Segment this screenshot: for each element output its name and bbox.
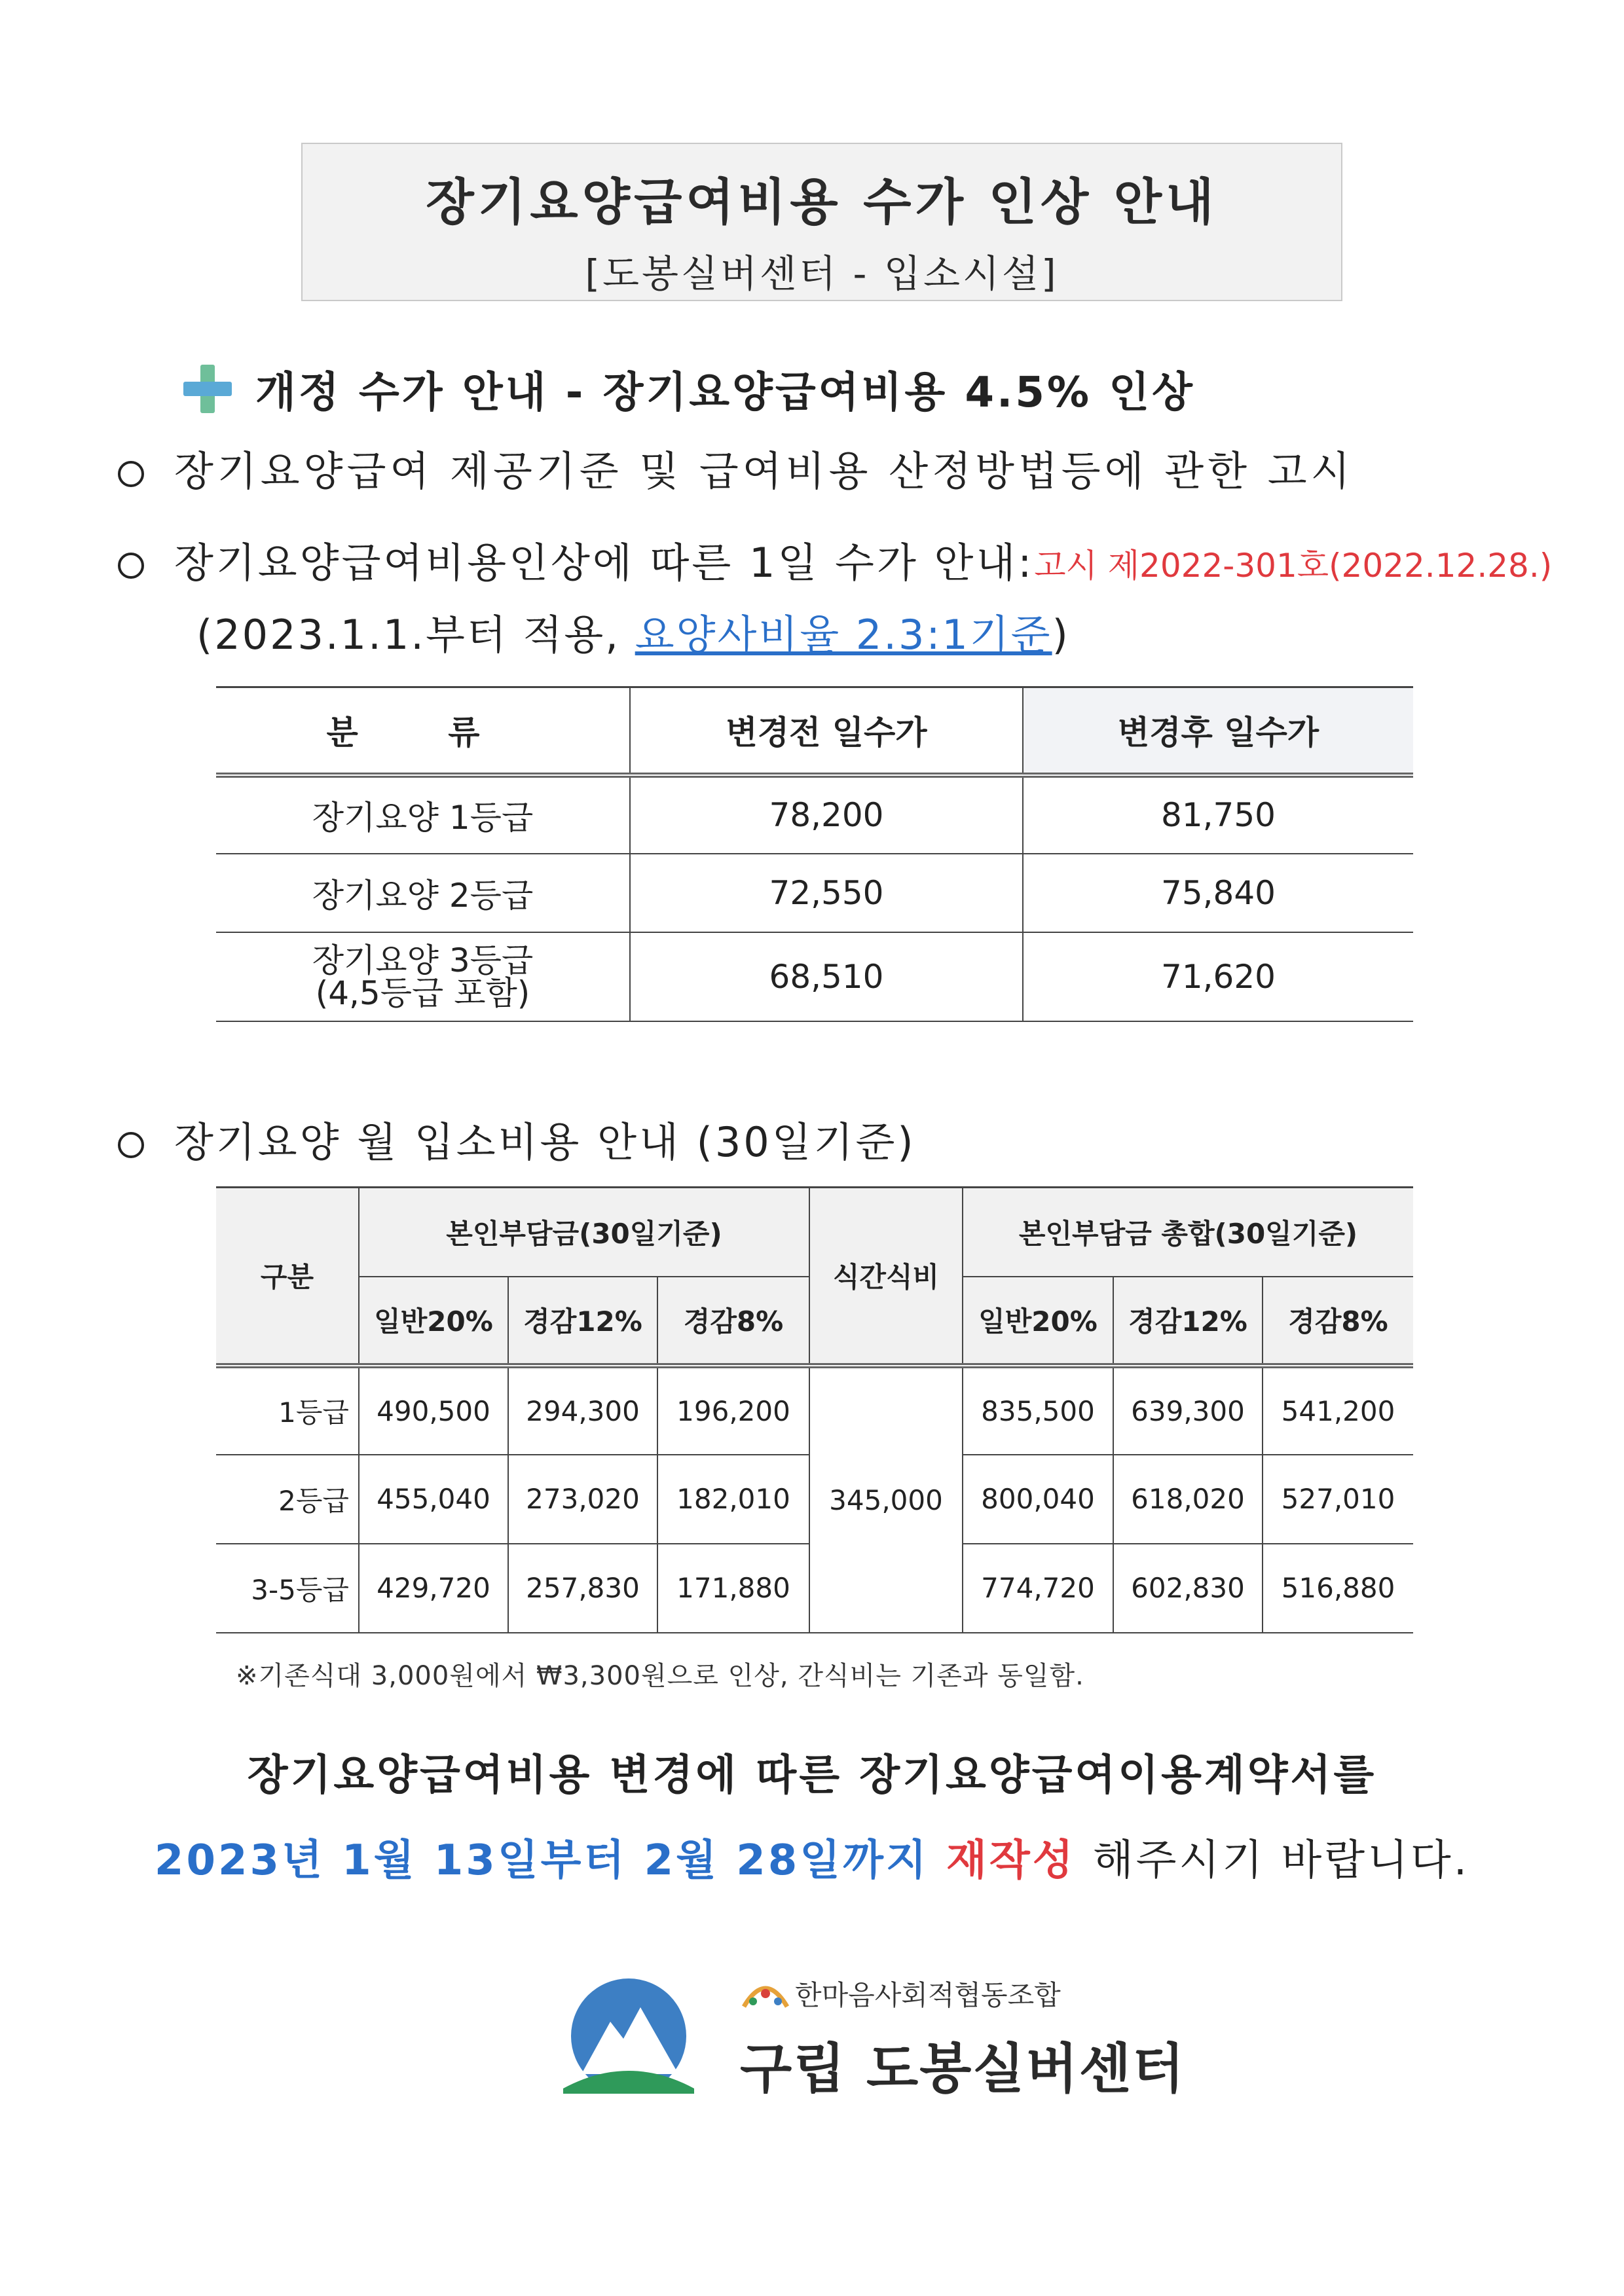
- col-header-division: 구분: [216, 1188, 359, 1366]
- apply-date-line: [196, 602, 1070, 661]
- daily-fee-table: [216, 686, 1413, 1022]
- grade-cell: 1등급: [216, 1366, 359, 1455]
- apply-ratio: 요양사비율 2.3:1기준: [635, 611, 1052, 659]
- self-reduced12-cell: 257,830: [508, 1544, 657, 1633]
- daily-fee-line: [118, 530, 1552, 589]
- table-row: [216, 1366, 1413, 1455]
- self-general-cell: 455,040: [359, 1455, 508, 1544]
- after-cell: 75,840: [1023, 854, 1413, 932]
- before-cell: 68,510: [630, 932, 1023, 1021]
- monthly-fee-line: [118, 1110, 916, 1168]
- table-row: [216, 775, 1413, 854]
- plus-cross-icon: [183, 365, 232, 413]
- total-reduced12-cell: 639,300: [1113, 1366, 1263, 1455]
- self-reduced12-cell: 273,020: [508, 1455, 657, 1544]
- notice-line: [118, 439, 1354, 497]
- grade-cell: [216, 932, 630, 1021]
- before-cell: 78,200: [630, 775, 1023, 854]
- circle-bullet-icon: [118, 461, 144, 487]
- reference-number: 고시 제2022-301호(2022.12.28.): [1034, 547, 1553, 585]
- center-logo: [563, 1971, 1186, 2102]
- sub-header-general: 일반20%: [963, 1277, 1113, 1366]
- sub-header-general: 일반20%: [359, 1277, 508, 1366]
- monthly-fee-text: 장기요양 월 입소비용 안내 (30일기준): [174, 1118, 916, 1166]
- rewrite-highlight: 재작성: [946, 1836, 1076, 1885]
- total-general-cell: 835,500: [963, 1366, 1113, 1455]
- group-header-self-pay: 본인부담금(30일기준): [359, 1188, 809, 1277]
- self-reduced8-cell: 182,010: [657, 1455, 809, 1544]
- self-general-cell: 490,500: [359, 1366, 508, 1455]
- grade-cell: 장기요양 2등급: [216, 854, 630, 932]
- self-general-cell: 429,720: [359, 1544, 508, 1633]
- footnote: ※기존식대 3,000원에서 ₩3,300원으로 인상, 간식비는 기존과 동일함.: [236, 1661, 1084, 1691]
- center-name: 구립 도봉실버센터: [740, 2038, 1186, 2100]
- apply-prefix: (2023.1.1.부터 적용,: [196, 611, 635, 659]
- total-reduced8-cell: 527,010: [1263, 1455, 1413, 1544]
- org-name-text: 한마음사회적협동조합: [795, 1979, 1061, 2011]
- col-header-after: 변경후 일수가: [1023, 687, 1413, 775]
- grade-note: (4,5등급 포함): [315, 974, 530, 1012]
- before-cell: 72,550: [630, 854, 1023, 932]
- after-cell: 81,750: [1023, 775, 1413, 854]
- self-reduced8-cell: 196,200: [657, 1366, 809, 1455]
- circle-bullet-icon: [118, 1132, 144, 1158]
- grade-label: 장기요양 3등급: [312, 941, 534, 979]
- col-header-meal: 식간식비: [809, 1188, 963, 1366]
- notice-text: 장기요양급여 제공기준 및 급여비용 산정방법등에 관한 고시: [174, 447, 1354, 495]
- total-general-cell: 800,040: [963, 1455, 1113, 1544]
- rewrite-period: 2023년 1월 13일부터 2월 28일까지: [154, 1836, 929, 1885]
- closing-line-2: [0, 1827, 1624, 1887]
- self-reduced12-cell: 294,300: [508, 1366, 657, 1455]
- col-header-category: 분 류: [216, 687, 630, 775]
- col-header-before: 변경전 일수가: [630, 687, 1023, 775]
- table-row: [216, 932, 1413, 1021]
- page-title: 장기요양급여비용 수가 인상 안내: [426, 173, 1218, 231]
- circle-bullet-icon: [118, 553, 144, 579]
- total-reduced8-cell: 541,200: [1263, 1366, 1413, 1455]
- meal-cost-cell: 345,000: [809, 1366, 963, 1633]
- self-reduced8-cell: 171,880: [657, 1544, 809, 1633]
- sub-header-reduced8: 경감8%: [1263, 1277, 1413, 1366]
- total-reduced8-cell: 516,880: [1263, 1544, 1413, 1633]
- coop-emblem-icon: [740, 1974, 791, 2011]
- total-reduced12-cell: 618,020: [1113, 1455, 1263, 1544]
- grade-cell: 장기요양 1등급: [216, 775, 630, 854]
- sub-header-reduced8: 경감8%: [657, 1277, 809, 1366]
- monthly-fee-table: [216, 1186, 1413, 1633]
- page-subtitle: [도봉실버센터 - 입소시설]: [585, 251, 1059, 296]
- table-row: [216, 854, 1413, 932]
- total-general-cell: 774,720: [963, 1544, 1113, 1633]
- sub-header-reduced12: 경감12%: [1113, 1277, 1263, 1366]
- daily-fee-text: 장기요양급여비용인상에 따른 1일 수가 안내:: [174, 539, 1035, 587]
- apply-suffix: ): [1052, 611, 1070, 659]
- title-box: [301, 143, 1342, 301]
- closing-request: 해주시기 바랍니다.: [1092, 1836, 1470, 1885]
- sub-header-reduced12: 경감12%: [508, 1277, 657, 1366]
- grade-cell: 3-5등급: [216, 1544, 359, 1633]
- total-reduced12-cell: 602,830: [1113, 1544, 1263, 1633]
- revision-heading: [183, 359, 1195, 419]
- revision-text: 개정 수가 안내 - 장기요양급여비용 4.5% 인상: [255, 369, 1195, 417]
- mountain-logo-icon: [563, 1976, 694, 2094]
- org-name: [740, 1974, 1061, 2013]
- group-header-total: 본인부담금 총합(30일기준): [963, 1188, 1413, 1277]
- after-cell: 71,620: [1023, 932, 1413, 1021]
- closing-line-1: 장기요양급여비용 변경에 따른 장기요양급여이용계약서를: [247, 1751, 1377, 1800]
- grade-cell: 2등급: [216, 1455, 359, 1544]
